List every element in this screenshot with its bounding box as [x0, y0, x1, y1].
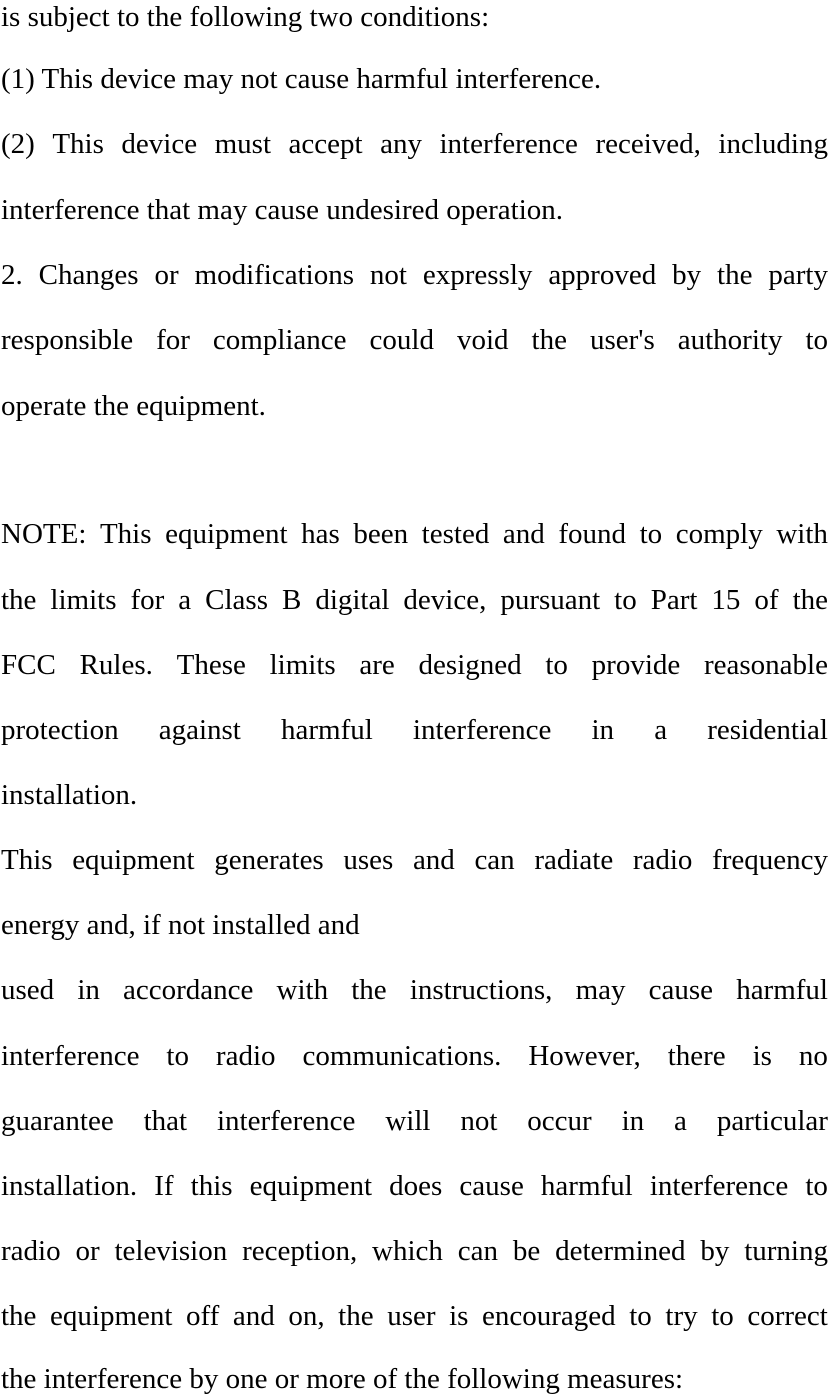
text-line	[1, 258, 828, 292]
text-line	[1, 1169, 828, 1203]
word: protection	[1, 714, 119, 746]
text-line: the interference by one or more of the following measures:	[1, 1363, 684, 1395]
word: occur	[527, 1105, 592, 1137]
word: has	[301, 518, 340, 550]
word: which	[372, 1235, 443, 1267]
word: by	[672, 259, 702, 291]
word: found	[558, 518, 627, 550]
word: the	[792, 584, 828, 616]
word: will	[385, 1105, 431, 1137]
word: This	[99, 518, 152, 550]
word: the	[338, 1300, 374, 1332]
word: for	[156, 324, 190, 356]
word: a	[674, 1105, 687, 1137]
word: particular	[716, 1105, 828, 1137]
word: harmful	[540, 1170, 633, 1202]
word: interference	[412, 714, 552, 746]
word: NOTE:	[1, 518, 87, 550]
word: by	[700, 1235, 730, 1267]
word: modifications	[194, 259, 354, 291]
word: residential	[707, 714, 828, 746]
word: to	[629, 1300, 652, 1332]
word: interference	[439, 128, 578, 160]
word: and	[502, 518, 545, 550]
word: determined	[555, 1235, 686, 1267]
word: instructions,	[409, 974, 553, 1006]
word: this	[190, 1170, 233, 1202]
word: to	[614, 584, 637, 616]
word: equipment	[50, 1300, 173, 1332]
text-line: energy and, if not installed and	[1, 909, 360, 941]
text-line	[1, 583, 828, 617]
word: interference	[216, 1105, 356, 1137]
word: responsible	[1, 324, 134, 356]
text-line	[1, 973, 828, 1007]
word: there	[667, 1040, 726, 1072]
word: equipment	[72, 844, 195, 876]
word: equipment	[249, 1170, 373, 1202]
word: and	[232, 1300, 275, 1332]
word: for	[130, 584, 165, 616]
word: party	[768, 259, 828, 291]
word: in	[77, 974, 100, 1006]
text-line: installation.	[1, 779, 138, 811]
word: B	[281, 584, 302, 616]
word: correct	[747, 1300, 828, 1332]
text-line	[1, 843, 828, 877]
word: radio	[1, 1235, 61, 1267]
text-line: operate the equipment.	[1, 390, 266, 422]
word: Rules.	[79, 649, 153, 681]
text-line: (1) This device may not cause harmful interference.	[1, 63, 602, 95]
word: compliance	[212, 324, 347, 356]
word: This	[52, 128, 104, 160]
word: (2)	[1, 128, 35, 160]
word: could	[369, 324, 434, 356]
word: are	[359, 649, 395, 681]
text-line: is subject to the following two conditions:	[1, 1, 490, 33]
word: to	[545, 649, 568, 681]
word: with	[276, 974, 329, 1006]
text-line	[1, 1299, 828, 1333]
word: be	[512, 1235, 541, 1267]
word: designed	[418, 649, 522, 681]
word: a	[654, 714, 668, 746]
word: in	[591, 714, 615, 746]
word: to	[711, 1300, 734, 1332]
word: However,	[528, 1040, 641, 1072]
word: Class	[205, 584, 268, 616]
word: with	[776, 518, 828, 550]
word: authority	[677, 324, 783, 356]
word: cause	[459, 1170, 524, 1202]
word: on,	[288, 1300, 325, 1332]
word: to	[805, 324, 828, 356]
text-line	[1, 1104, 828, 1138]
word: user	[387, 1300, 436, 1332]
word: Part	[650, 584, 698, 616]
word: the	[1, 584, 37, 616]
word: approved	[548, 259, 657, 291]
word: accordance	[123, 974, 254, 1006]
word: interference	[1, 1040, 140, 1072]
word: This	[1, 844, 53, 876]
word: reasonable	[704, 649, 828, 681]
word: not	[369, 259, 407, 291]
word: against	[158, 714, 241, 746]
word: can	[474, 844, 515, 876]
word: provide	[591, 649, 681, 681]
word: any	[380, 128, 422, 160]
word: that	[143, 1105, 188, 1137]
word: Changes	[38, 259, 139, 291]
text-line	[1, 323, 828, 357]
word: in	[621, 1105, 645, 1137]
word: can	[457, 1235, 499, 1267]
word: and	[412, 844, 455, 876]
word: the	[531, 324, 567, 356]
word: accept	[288, 128, 363, 160]
word: no	[798, 1040, 828, 1072]
text-line	[1, 648, 828, 682]
word: radio	[215, 1040, 276, 1072]
word: is	[449, 1300, 469, 1332]
word: the	[717, 259, 753, 291]
word: not	[460, 1105, 498, 1137]
word: the	[1, 1300, 37, 1332]
word: device,	[403, 584, 487, 616]
word: is	[752, 1040, 772, 1072]
word: used	[1, 974, 55, 1006]
word: device	[121, 128, 198, 160]
word: These	[176, 649, 246, 681]
word: of	[754, 584, 779, 616]
text-line: interference that may cause undesired operation.	[1, 194, 564, 226]
word: interference	[649, 1170, 789, 1202]
word: or	[75, 1235, 100, 1267]
text-line	[1, 1234, 828, 1268]
word: expressly	[422, 259, 533, 291]
word: radiate	[534, 844, 614, 876]
text-line	[1, 517, 828, 551]
word: received,	[595, 128, 701, 160]
word: harmful	[736, 974, 828, 1006]
text-line	[1, 1039, 828, 1073]
word: FCC	[1, 649, 56, 681]
word: off	[186, 1300, 220, 1332]
text-line	[1, 713, 828, 747]
word: may	[575, 974, 626, 1006]
word: digital	[315, 584, 390, 616]
word: the	[351, 974, 387, 1006]
word: harmful	[280, 714, 373, 746]
word: frequency	[712, 844, 828, 876]
word: comply	[675, 518, 763, 550]
word: pursuant	[500, 584, 601, 616]
word: user's	[589, 324, 655, 356]
text-line	[1, 127, 828, 161]
word: encouraged	[482, 1300, 616, 1332]
word: If	[154, 1170, 174, 1202]
word: generates	[214, 844, 324, 876]
word: try	[665, 1300, 698, 1332]
word: limits	[50, 584, 117, 616]
word: cause	[648, 974, 714, 1006]
word: equipment	[165, 518, 288, 550]
word: tested	[421, 518, 490, 550]
word: does	[389, 1170, 443, 1202]
word: to	[639, 518, 663, 550]
word: been	[353, 518, 409, 550]
word: guarantee	[1, 1105, 114, 1137]
word: void	[456, 324, 509, 356]
word: to	[166, 1040, 189, 1072]
word: radio	[632, 844, 693, 876]
word: television	[114, 1235, 228, 1267]
word: to	[805, 1170, 828, 1202]
word: including	[718, 128, 828, 160]
word: a	[178, 584, 192, 616]
word: 2.	[1, 259, 23, 291]
word: uses	[343, 844, 394, 876]
word: must	[214, 128, 272, 160]
word: 15	[711, 584, 741, 616]
word: installation.	[1, 1170, 138, 1202]
word: turning	[744, 1235, 828, 1267]
word: communications.	[302, 1040, 502, 1072]
word: or	[154, 259, 179, 291]
word: limits	[269, 649, 336, 681]
word: reception,	[242, 1235, 358, 1267]
